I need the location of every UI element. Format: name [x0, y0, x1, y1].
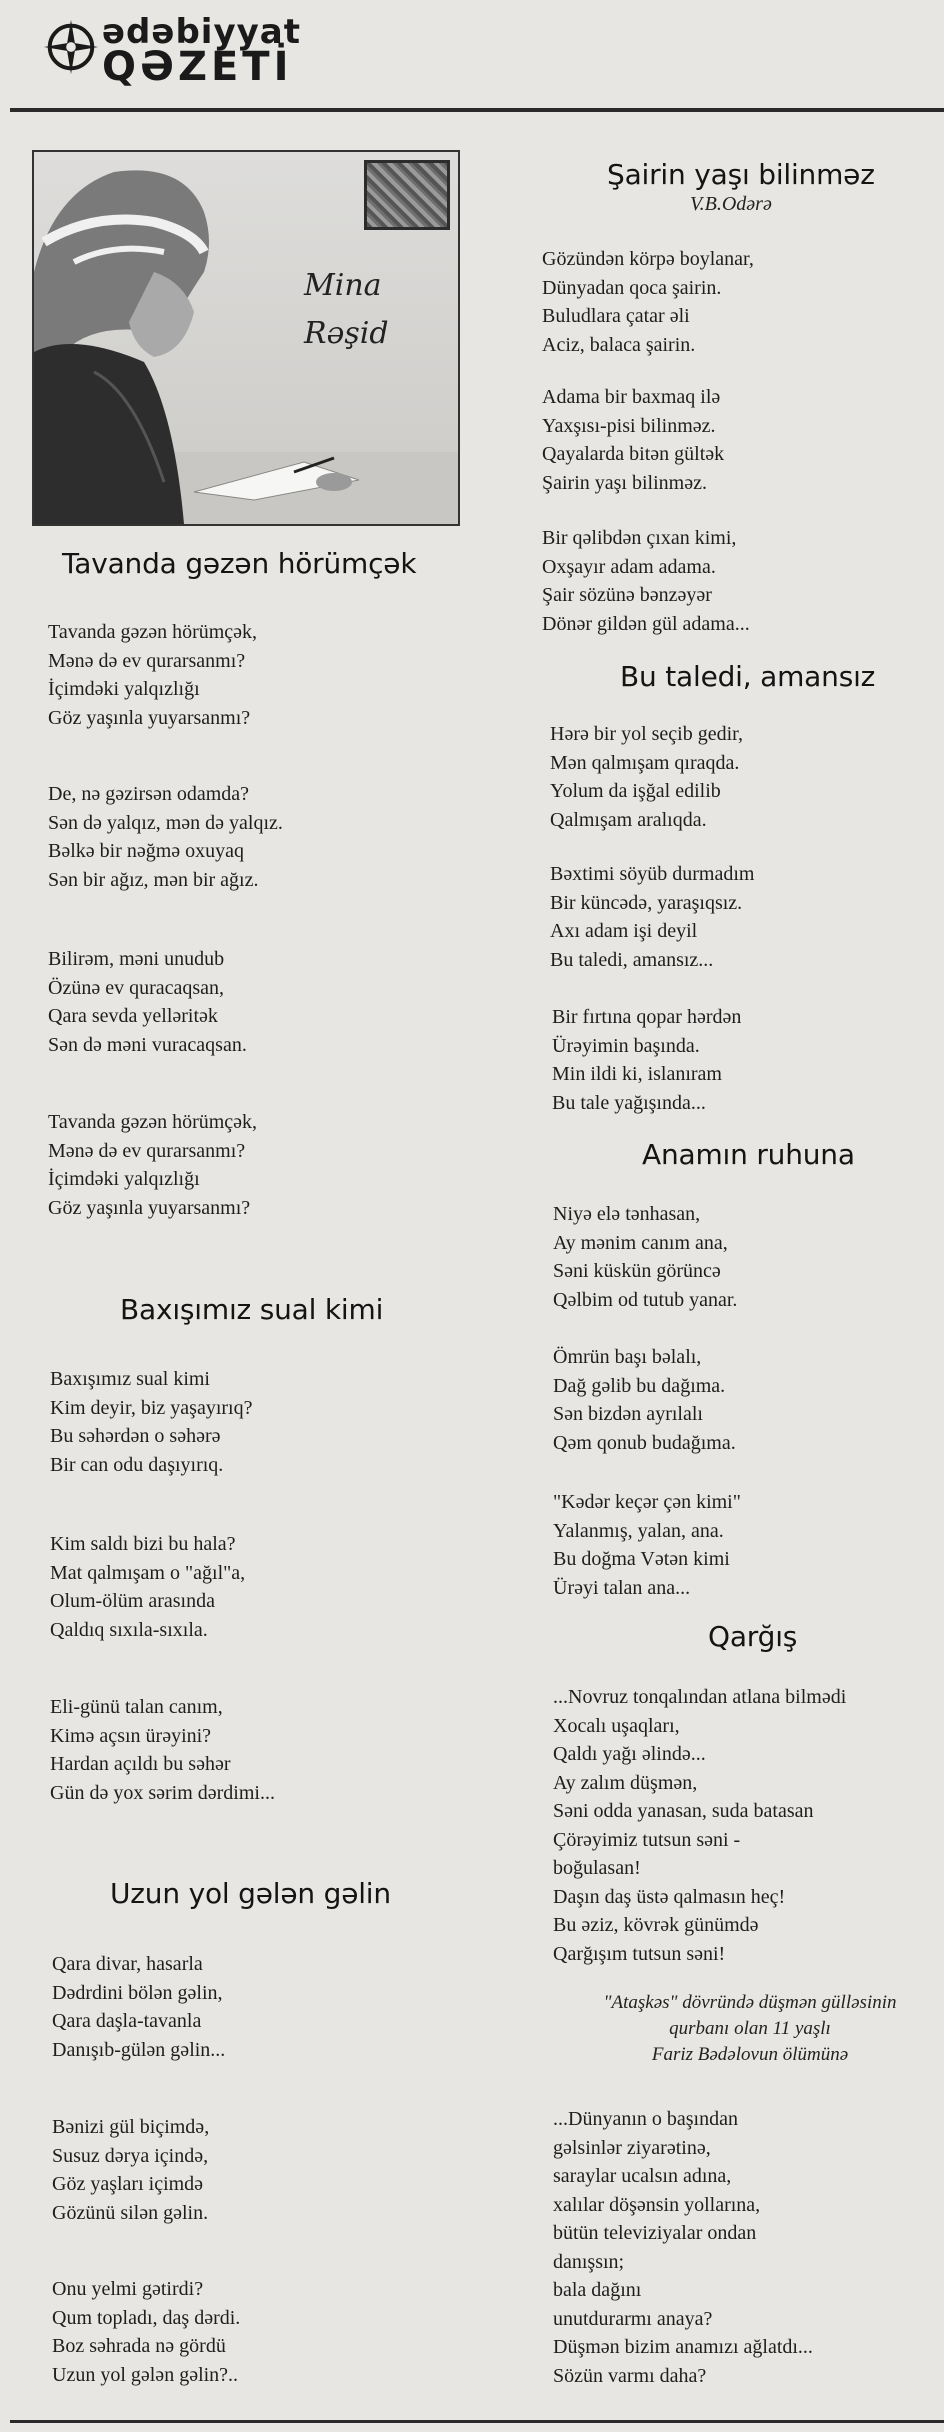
stanza-uzun-yol-2: Bənizi gül biçimdə, Susuz dərya içində, Göz yaşları içimdə Gözünü silən gəlin.: [52, 2116, 210, 2224]
masthead-title-bottom: QƏZETİ: [102, 44, 293, 90]
poem-title-qargis: Qarğış: [708, 1620, 798, 1653]
stanza-tavanda-1: Tavanda gəzən hörümçək, Mənə də ev qurarsanmı? İçimdəki yalqızlığı Göz yaşınla yuyarsanmı?: [48, 621, 258, 729]
stanza-bu-taledi-3: Bir fırtına qopar hərdən Ürəyimin başında. Min ildi ki, islanıram Bu tale yağışında...: [552, 1006, 742, 1114]
stanza-sairin-3: Bir qəlibdən çıxan kimi, Oxşayır adam adama. Şair sözünə bənzəyər Dönər gildən gül adama...: [542, 527, 750, 635]
compass-star-icon: [42, 18, 100, 76]
stanza-tavanda-2: De, nə gəzirsən odamda? Sən də yalqız, mən də yalqız. Bəlkə bir nəğmə oxuyaq Sən bir ağız, mən bir ağız.: [48, 783, 283, 891]
poem-title-tavanda: Tavanda gəzən hörümçək: [62, 547, 417, 580]
poem-title-baxisimiz: Baxışımız sual kimi: [120, 1293, 384, 1326]
author-photo: [32, 150, 460, 526]
stanza-sairin-1: Gözündən körpə boylanar, Dünyadan qoca şairin. Buludlara çatar əli Aciz, balaca şairin.: [542, 248, 754, 356]
poem-author-sairin: V.B.Odərə: [690, 193, 772, 215]
author-name: Mina Rəşid: [304, 268, 389, 351]
poem-title-anamin: Anamın ruhuna: [642, 1138, 855, 1171]
poem-title-sairin: Şairin yaşı bilinməz: [607, 158, 875, 191]
stanza-qargis-1: ...Novruz tonqalından atlana bilmədi Xocalı uşaqları, Qaldı yağı əlində... Ay zalım düşmən, Səni odda yanasan, suda batasan Çörəyimiz tutsun səni - boğulasan! Daşın daş üstə qalmasın heç! Bu əziz, kövrək günümdə Qarğışım tutsun səni!: [553, 1686, 847, 1965]
stanza-uzun-yol-1: Qara divar, hasarla Dədrdini bölən gəlin, Qara daşla-tavanla Danışıb-gülən gəlin...: [52, 1953, 226, 2061]
bottom-rule: [10, 2420, 944, 2423]
stanza-qargis-2: ...Dünyanın o başından gəlsinlər ziyarətinə, saraylar ucalsın adına, xalılar döşənsin yollarına, bütün televiziyalar ondan danışsın; bala dağını unutdurarmı anaya? Düşmən bizim anamızı ağlatdı... Sözün varmı daha?: [553, 2108, 813, 2387]
poem-title-uzun-yol: Uzun yol gələn gəlin: [110, 1877, 391, 1910]
wall-painting: [364, 160, 450, 230]
stanza-anamin-3: "Kədər keçər çən kimi" Yalanmış, yalan, ana. Bu doğma Vətən kimi Ürəyi talan ana...: [553, 1491, 741, 1599]
stanza-tavanda-4: Tavanda gəzən hörümçək, Mənə də ev qurarsanmı? İçimdəki yalqızlığı Göz yaşınla yuyarsanmı?: [48, 1111, 258, 1219]
stanza-sairin-2: Adama bir baxmaq ilə Yaxşısı-pisi bilinməz. Qayalarda bitən gültək Şairin yaşı bilinməz.: [542, 386, 725, 494]
stanza-bu-taledi-2: Bəxtimi söyüb durmadım Bir küncədə, yaraşıqsız. Axı adam işi deyil Bu taledi, amansız...: [550, 863, 755, 971]
dedication-note: "Ataşkəs" dövründə düşmən gülləsinin qurbanı olan 11 yaşlı Fariz Bədəlovun ölümünə: [603, 1992, 897, 2065]
stanza-baxisimiz-2: Kim saldı bizi bu hala? Mat qalmışam o "ağıl"a, Olum-ölüm arasında Qaldıq sıxıla-sıxıla.: [50, 1533, 246, 1641]
stanza-baxisimiz-3: Eli-günü talan canım, Kimə açsın ürəyini? Hardan açıldı bu səhər Gün də yox sərim dərdimi...: [50, 1696, 275, 1804]
stanza-anamin-1: Niyə elə tənhasan, Ay mənim canım ana, Səni küskün görüncə Qəlbim od tutub yanar.: [553, 1203, 738, 1311]
stanza-bu-taledi-1: Hərə bir yol seçib gedir, Mən qalmışam qıraqda. Yolum da işğal edilib Qalmışam aralıqda.: [550, 723, 744, 831]
stanza-tavanda-3: Bilirəm, məni unudub Özünə ev quracaqsan, Qara sevda yelləritək Sən də məni vuracaqsan.: [48, 948, 247, 1056]
stanza-anamin-2: Ömrün başı bəlalı, Dağ gəlib bu dağıma. Sən bizdən ayrılalı Qəm qonub budağıma.: [553, 1346, 736, 1454]
paper-sheet-image: [184, 452, 364, 502]
stanza-uzun-yol-3: Onu yelmi gətirdi? Qum topladı, daş dərdi. Boz səhrada nə gördü Uzun yol gələn gəlin?..: [52, 2278, 241, 2386]
stanza-baxisimiz-1: Baxışımız sual kimi Kim deyir, biz yaşayırıq? Bu səhərdən o səhərə Bir can odu daşıyırıq.: [50, 1368, 253, 1476]
masthead: [38, 10, 338, 90]
poem-title-bu-taledi: Bu taledi, amansız: [620, 660, 876, 693]
masthead-title-top: ədəbiyyat: [102, 12, 301, 52]
top-rule: [10, 108, 944, 112]
